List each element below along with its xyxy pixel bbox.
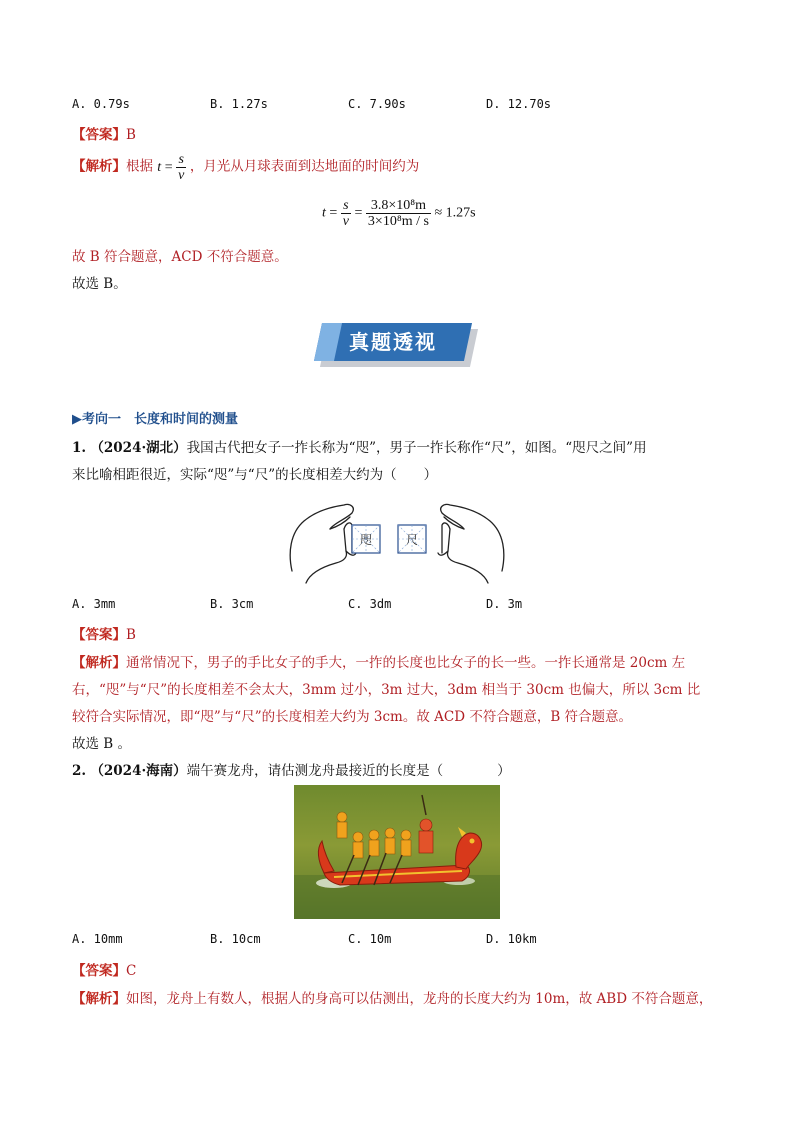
q2-option-d: D. 10km: [486, 932, 537, 946]
inline-formula: t = $\frac{s}{v}$: [157, 152, 185, 183]
answer-value: B: [126, 627, 136, 643]
q1-number: 1.: [72, 440, 87, 456]
q1-option-c: C. 3dm: [348, 597, 392, 611]
answer-tag: 【答案】: [72, 627, 126, 643]
formula-t: t: [157, 159, 162, 175]
frac-value-numerator: 3.8×10⁸m: [366, 198, 431, 214]
char-zhi: 咫: [359, 533, 373, 547]
frac-numerator: s: [176, 152, 186, 168]
q1-option-d: D. 3m: [486, 597, 523, 611]
answer-tag: 【答案】: [72, 963, 126, 979]
inline-fraction: [176, 152, 186, 183]
q1-stem-line1: [72, 436, 647, 456]
q1-stem-line2: 来比喻相距很近，实际“咫”与“尺”的长度相差大约为（ ）: [72, 467, 438, 483]
formula-t: t: [322, 205, 326, 221]
analysis-text: 通常情况下，男子的手比女子的手大，一拃的长度也比女子的长一些。一拃长通常是 20cm 左: [126, 655, 686, 671]
q1-answer: [72, 623, 136, 643]
display-formula: t = $\frac{s}{v}$ = $\frac{\text{3.8×10⁸m}}{\text{3×10⁸m / s}}$ ≈ 1.27s: [322, 198, 476, 229]
analysis-tag: 【解析】: [72, 158, 126, 175]
answer-value: C: [126, 963, 137, 979]
q1-analysis-line1: [72, 651, 685, 671]
frac-value-denominator: 3×10⁸m / s: [367, 214, 429, 229]
answer-tag: 【答案】: [72, 127, 126, 143]
frac-s: s: [341, 198, 351, 214]
fraction-values: [366, 198, 431, 229]
section-heading: ▶考向一 长度和时间的测量: [72, 412, 238, 427]
q0-conclusion-1: 故 B 符合题意，ACD 不符合题意。: [72, 249, 288, 265]
q1-option-a: A. 3mm: [72, 597, 116, 611]
q0-option-b: B. 1.27s: [210, 97, 268, 111]
banner-title: 真题透视: [349, 330, 437, 354]
dragon-boat-image: [294, 785, 500, 919]
frac-v: v: [342, 214, 350, 229]
q0-answer: [72, 123, 136, 143]
hands-drawing: [286, 493, 508, 585]
q1-option-b: B. 3cm: [210, 597, 254, 611]
q2-answer: [72, 959, 136, 979]
frac-denominator: v: [178, 168, 185, 183]
fraction-sv: [341, 198, 351, 229]
q2-option-c: C. 10m: [348, 932, 392, 946]
answer-value: B: [126, 127, 136, 143]
q2-option-a: A. 10mm: [72, 932, 123, 946]
q1-stem-text: 我国古代把女子一拃长称为“咫”，男子一拃长称作“尺”，如图。“咫尺之间”用: [186, 440, 647, 456]
q2-option-b: B. 10cm: [210, 932, 261, 946]
q2-source: （2024·海南）: [90, 763, 187, 779]
hands-figure: [286, 493, 508, 585]
section-banner: [318, 323, 476, 369]
dragon-boat-photo: [294, 785, 500, 919]
analysis-tag: 【解析】: [72, 655, 126, 671]
formula-result: ≈ 1.27s: [434, 205, 476, 221]
analysis-prefix: 根据: [126, 158, 153, 175]
analysis-tag: 【解析】: [72, 991, 126, 1007]
q2-number: 2.: [72, 763, 87, 779]
q0-option-a: A. 0.79s: [72, 97, 130, 111]
q1-source: （2024·湖北）: [90, 440, 187, 456]
q1-analysis-line3: 较符合实际情况，即“咫”与“尺”的长度相差大约为 3cm。故 ACD 不符合题意，B 符合题意。: [72, 709, 633, 725]
q0-conclusion-2: 故选 B。: [72, 276, 127, 292]
q0-option-d: D. 12.70s: [486, 97, 552, 111]
q2-stem-text: 端午赛龙舟，请估测龙舟最接近的长度是（ ）: [186, 763, 511, 779]
q1-conclusion: 故选 B 。: [72, 736, 132, 752]
q2-stem: [72, 759, 511, 779]
char-chi: 尺: [405, 533, 419, 547]
analysis-suffix: ，月光从月球表面到达地面的时间约为: [189, 158, 420, 175]
q1-analysis-line2: 右，“咫”与“尺”的长度相差不会太大，3mm 过小，3m 过大，3dm 相当于 30cm 也偏大，所以 3cm 比: [72, 682, 701, 698]
analysis-text: 如图，龙舟上有数人，根据人的身高可以估测出，龙舟的长度大约为 10m，故 ABD 不符合题意，: [126, 991, 713, 1007]
q2-analysis-line1: [72, 987, 712, 1007]
q0-analysis: [72, 152, 419, 183]
q0-option-c: C. 7.90s: [348, 97, 406, 111]
